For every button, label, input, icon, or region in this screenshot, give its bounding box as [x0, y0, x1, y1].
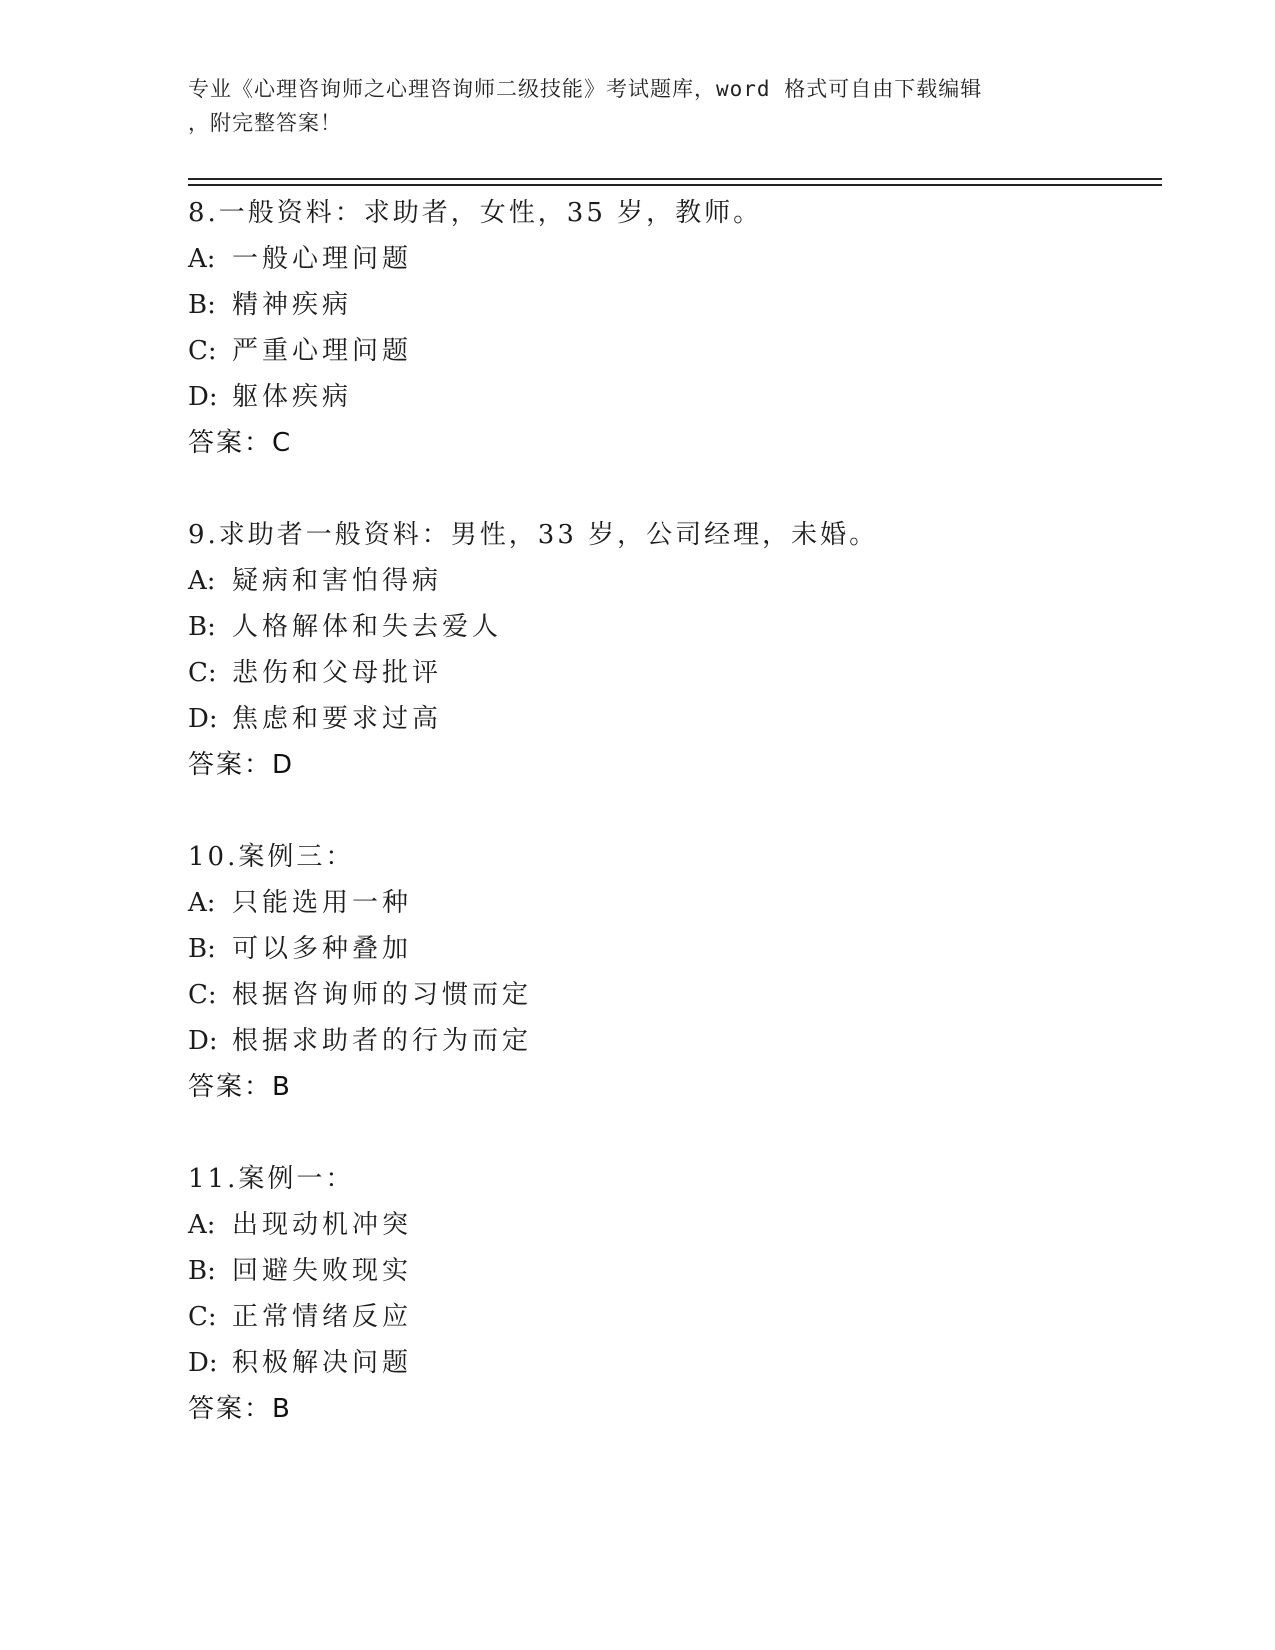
question-8	[188, 190, 1148, 466]
answer-line: 答案：B	[188, 1394, 292, 1424]
option-b	[188, 926, 1148, 972]
document-header	[188, 72, 1088, 140]
option-label: A:	[188, 566, 216, 596]
option-text: 出现动机冲突	[232, 1210, 413, 1240]
question-stem: 10.案例三：	[188, 842, 355, 872]
option-label: A:	[188, 244, 216, 274]
option-label: C:	[188, 336, 217, 366]
option-a	[188, 236, 1148, 282]
answer-line: 答案：C	[188, 428, 293, 458]
option-text: 严重心理问题	[232, 336, 413, 366]
option-d	[188, 374, 1148, 420]
option-label: A:	[188, 1210, 216, 1240]
option-c	[188, 328, 1148, 374]
option-label: B:	[188, 290, 216, 320]
question-list	[188, 190, 1148, 1478]
question-stem: 9.求助者一般资料：男性，33 岁，公司经理，未婚。	[188, 520, 879, 550]
header-line-2: ，附完整答案！	[188, 111, 342, 135]
option-label: B:	[188, 1256, 216, 1286]
option-text: 疑病和害怕得病	[232, 566, 443, 596]
option-text: 根据求助者的行为而定	[232, 1026, 533, 1056]
option-b	[188, 282, 1148, 328]
option-text: 只能选用一种	[232, 888, 413, 918]
option-label: B:	[188, 934, 216, 964]
option-d	[188, 696, 1148, 742]
option-a	[188, 558, 1148, 604]
question-11	[188, 1156, 1148, 1432]
option-text: 可以多种叠加	[232, 934, 413, 964]
option-text: 一般心理问题	[232, 244, 413, 274]
option-label: C:	[188, 980, 217, 1010]
option-a	[188, 1202, 1148, 1248]
option-label: D:	[188, 1026, 218, 1056]
option-text: 根据咨询师的习惯而定	[232, 980, 533, 1010]
option-text: 焦虑和要求过高	[232, 704, 443, 734]
option-c	[188, 1294, 1148, 1340]
answer-line: 答案：D	[188, 750, 295, 780]
question-stem: 8.一般资料：求助者，女性，35 岁，教师。	[188, 198, 763, 228]
option-b	[188, 1248, 1148, 1294]
option-d	[188, 1340, 1148, 1386]
option-text: 人格解体和失去爱人	[232, 612, 503, 642]
option-label: C:	[188, 658, 217, 688]
option-label: D:	[188, 382, 218, 412]
option-text: 回避失败现实	[232, 1256, 413, 1286]
option-b	[188, 604, 1148, 650]
option-text: 躯体疾病	[232, 382, 353, 412]
option-label: D:	[188, 1348, 218, 1378]
question-10	[188, 834, 1148, 1110]
option-text: 积极解决问题	[232, 1348, 413, 1378]
option-label: C:	[188, 1302, 217, 1332]
option-text: 悲伤和父母批评	[232, 658, 443, 688]
option-text: 正常情绪反应	[232, 1302, 413, 1332]
option-label: D:	[188, 704, 218, 734]
option-label: A:	[188, 888, 216, 918]
header-divider-top	[188, 178, 1162, 180]
option-d	[188, 1018, 1148, 1064]
option-c	[188, 972, 1148, 1018]
answer-line: 答案：B	[188, 1072, 292, 1102]
option-c	[188, 650, 1148, 696]
option-label: B:	[188, 612, 216, 642]
option-text: 精神疾病	[232, 290, 353, 320]
question-9	[188, 512, 1148, 788]
question-stem: 11.案例一：	[188, 1164, 355, 1194]
header-line-1: 专业《心理咨询师之心理咨询师二级技能》考试题库，word 格式可自由下载编辑	[188, 77, 983, 101]
header-divider-bottom	[188, 184, 1162, 186]
option-a	[188, 880, 1148, 926]
